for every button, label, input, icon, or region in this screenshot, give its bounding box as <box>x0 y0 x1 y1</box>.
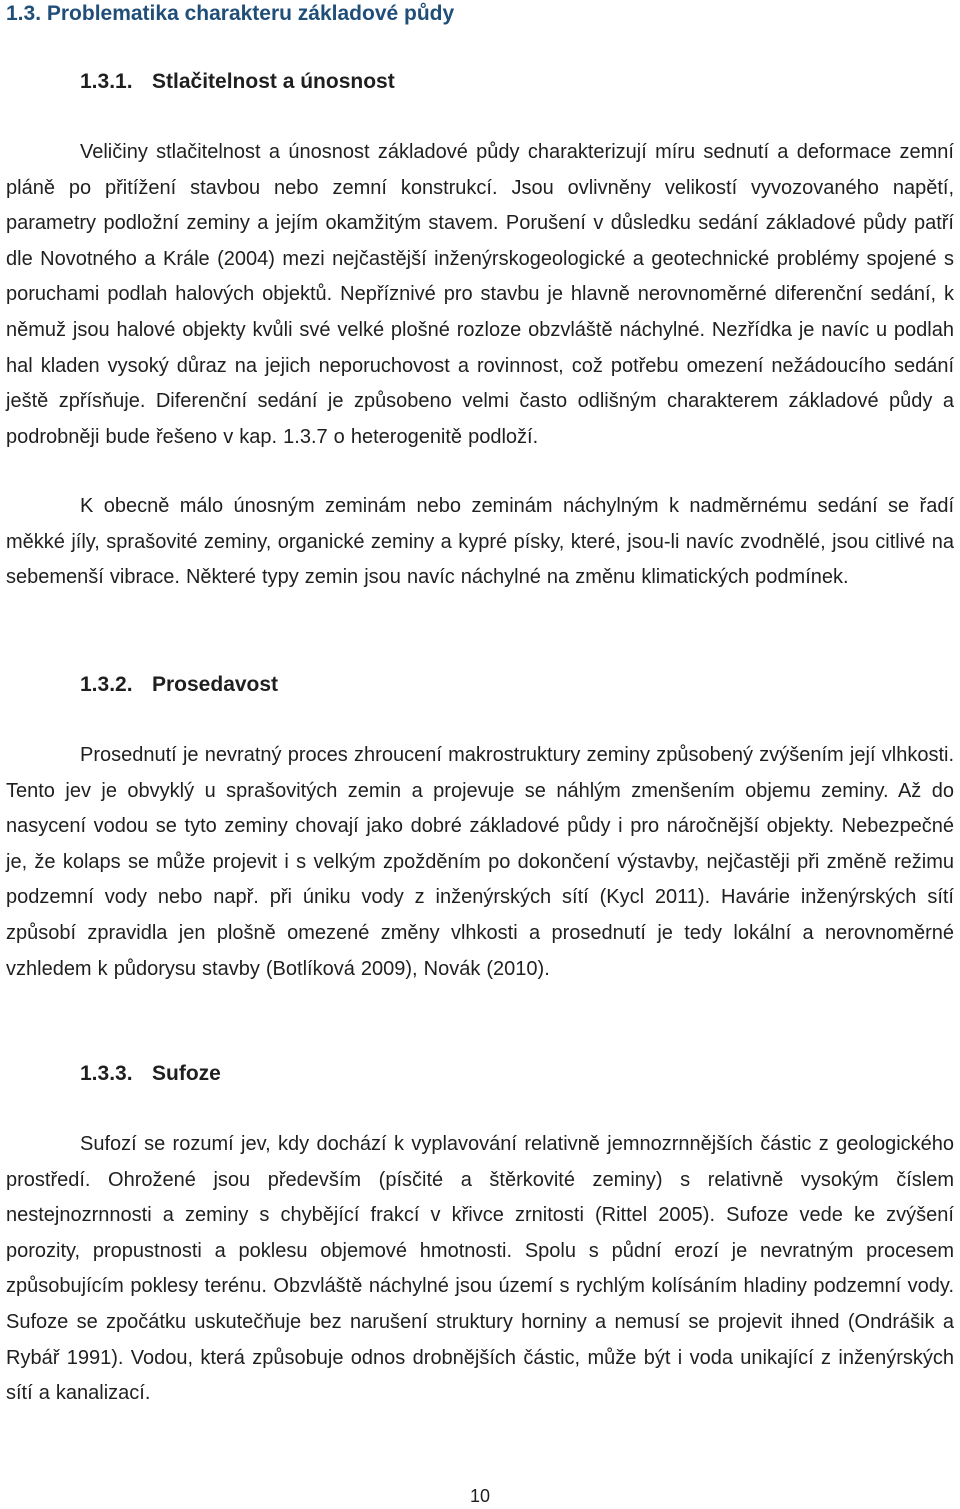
subsection-title: Sufoze <box>152 1062 221 1085</box>
section-heading: 1.3. Problematika charakteru základové půdy <box>6 2 455 25</box>
subsection-heading-1 <box>80 68 395 96</box>
paragraph-suffosion <box>6 1127 954 1412</box>
paragraph-weak-soils <box>6 489 954 596</box>
subsection-number: 1.3.1. <box>80 70 133 93</box>
paragraph-text: K obecně málo únosným zeminám nebo zeminám náchylným k nadměrnému sedání se řadí měkké jíly, sprašovité zeminy, organické zeminy a kypré písky, které, jsou-li navíc zvodnělé, jsou citlivé na sebemenší vibrace. Některé typy zemin jsou navíc náchylné na změnu klimatických podmínek. <box>6 495 954 589</box>
subsection-title: Prosedavost <box>152 673 279 696</box>
paragraph-text: Prosednutí je nevratný proces zhroucení makrostruktury zeminy způsobený zvýšením její vlhkosti. Tento jev je obvyklý u sprašovitých zemin a projevuje se náhlým zmenšením objemu zeminy. Až do nasycení vodou se tyto zeminy chovají jako dobré základové půdy i pro náročnější objekty. Nebezpečné je, že kolaps se může projevit i s velkým zpožděním po dokončení výstavby, nejčastěji při změně režimu podzemní vody nebo např. při úniku vody z inženýrských sítí (Kycl 2011). Havárie inženýrských sítí způsobí zpravidla jen plošně omezené změny vlhkosti a prosednutí je tedy lokální a nerovnoměrné vzhledem k půdorysu stavby (Botlíková 2009), Novák (2010). <box>6 744 954 980</box>
paragraph-compressibility <box>6 135 954 455</box>
subsection-number: 1.3.3. <box>80 1062 133 1085</box>
paragraph-collapse <box>6 738 954 987</box>
subsection-title: Stlačitelnost a únosnost <box>152 70 395 93</box>
subsection-heading-3 <box>80 1060 221 1088</box>
paragraph-text: Veličiny stlačitelnost a únosnost základové půdy charakterizují míru sednutí a deformace zemní pláně po přitížení stavbou nebo zemní konstrukcí. Jsou ovlivněny velikostí vyvozovaného napětí, parametry podložní zeminy a jejím okamžitým stavem. Porušení v důsledku sedání základové půdy patří dle Novotného a Krále (2004) mezi nejčastější inženýrskogeologické a geotechnické problémy spojené s poruchami podlah halových objektů. Nepříznivé pro stavbu je hlavně nerovnoměrné diferenční sedání, k němuž jsou halové objekty kvůli své velké plošné rozloze obzvláště náchylné. Nezřídka je navíc u podlah hal kladen vysoký důraz na jejich neporuchovost a rovinnost, což potřebu omezení nežádoucího sedání ještě zpřísňuje. Diferenční sedání je způsobeno velmi často odlišným charakterem základové půdy a podrobněji bude řešeno v kap. 1.3.7 o heterogenitě podloží. <box>6 141 954 448</box>
paragraph-text: Sufozí se rozumí jev, kdy dochází k vyplavování relativně jemnozrnnějších částic z geologického prostředí. Ohrožené jsou především (písčité a štěrkovité zeminy) s relativně vysokým číslem nestejnozrnnosti a zeminy s chybějící frakcí v křivce zrnitosti (Rittel 2005). Sufoze vede ke zvýšení porozity, propustnosti a poklesu objemové hmotnosti. Spolu s půdní erozí je nevratným procesem způsobujícím poklesy terénu. Obzvláště náchylné jsou území s rychlým kolísáním hladiny podzemní vody. Sufoze se zpočátku uskutečňuje bez narušení struktury horniny a nemusí se projevit ihned (Ondrášik a Rybář 1991). Vodou, která způsobuje odnos drobnějších částic, může být i voda unikající z inženýrských sítí a kanalizací. <box>6 1133 954 1405</box>
page-number: 10 <box>469 1486 491 1506</box>
subsection-number: 1.3.2. <box>80 673 133 696</box>
subsection-heading-2 <box>80 671 278 699</box>
